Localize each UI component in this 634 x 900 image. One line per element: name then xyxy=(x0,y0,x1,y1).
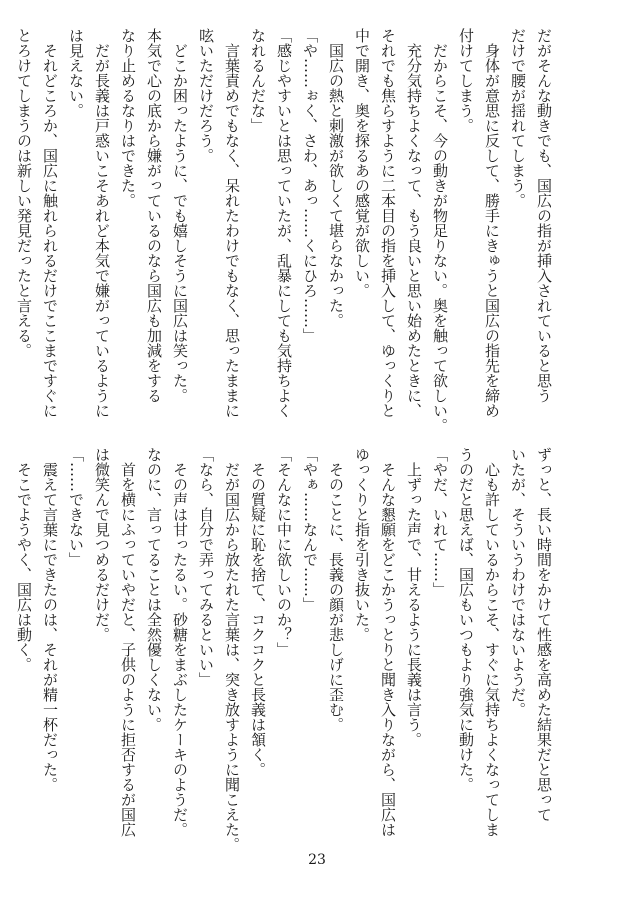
text-line: うのだと思えば、国広もいつもより強気に動けた。 xyxy=(457,447,475,792)
text-line: そんな懇願をどこかうっとりと聞き入りながら、国広は xyxy=(379,447,397,837)
text-line: 充分気持ちよくなって、もう良いと思い始めたときに、 xyxy=(405,28,423,418)
text-line: 「……できない」 xyxy=(67,447,85,567)
text-line: は見えない。 xyxy=(67,28,85,118)
text-line: それでも焦らすように二本目の指を挿入して、ゆっくりと xyxy=(379,28,397,418)
text-line: 言葉責めでもなく、呆れたわけでもなく、思ったままに xyxy=(223,28,241,418)
text-line: それどころか、国広に触れられるだけでここまですぐに xyxy=(41,28,59,418)
text-line: だけで腰が揺れてしまう。 xyxy=(509,28,527,208)
text-line: だが長義は戸惑いこそあれど本気で嫌がっているように xyxy=(93,28,111,418)
text-line: どこか困ったように、でも嬉しそうに国広は笑った。 xyxy=(171,28,189,403)
text-line: なのに、言ってることは全然優しくない。 xyxy=(145,447,163,732)
text-line: は微笑んで見つめるだけだ。 xyxy=(93,447,111,642)
text-line: 「や……ぉく、さわ、あっ……くにひろ……」 xyxy=(301,28,319,343)
text-line: そこでようやく、国広は動く。 xyxy=(15,447,33,672)
text-line: 「感じやすいとは思っていたが、乱暴にしても気持ちよく xyxy=(275,28,293,418)
lower-text-block xyxy=(11,447,557,852)
text-line: 中で開き、奥を探るあの感覚が欲しい。 xyxy=(353,28,371,298)
text-line: その声は甘ったるい。砂糖をまぶしたケーキのようだ。 xyxy=(171,447,189,837)
text-line: なれるんだな」 xyxy=(249,28,267,133)
text-line: 「なら、自分で弄ってみるといい」 xyxy=(197,447,215,687)
upper-text-block xyxy=(11,28,557,433)
text-line: 上ずった声で、甘えるように長義は言う。 xyxy=(405,447,423,747)
text-line: 「そんなに中に欲しいのか？」 xyxy=(275,447,293,657)
text-line: ずっと、長い時間をかけて性感を高めた結果だと思って xyxy=(535,447,553,822)
text-line: なり止めるなりはできた。 xyxy=(119,28,137,208)
text-line: 震えて言葉にできたのは、それが精一杯だった。 xyxy=(41,447,59,792)
text-line: 首を横にふっていやだと、子供のように拒否するが国広 xyxy=(119,447,137,837)
text-line: 身体が意思に反して、勝手にきゅうと国広の指先を締め xyxy=(483,28,501,418)
text-line: とろけてしまうのは新しい発見だったと言える。 xyxy=(15,28,33,358)
page-number: 23 xyxy=(308,852,326,868)
text-line: いたが、そういうわけではないようだ。 xyxy=(509,447,527,717)
text-line: 本気で心の底から嫌がっているのなら国広も加減をする xyxy=(145,28,163,403)
text-line: 心も許しているからこそ、すぐに気持ちよくなってしま xyxy=(483,447,501,837)
text-line: 付けてしまう。 xyxy=(457,28,475,133)
text-line: そのことに、長義の顔が悲しげに歪む。 xyxy=(327,447,345,732)
text-line: だからこそ、今の動きが物足りない。奥を触って欲しい。 xyxy=(431,28,449,433)
text-line: その質疑に恥を捨て、コクコクと長義は頷く。 xyxy=(249,447,267,777)
text-line: 「やぁ……なんで……」 xyxy=(301,447,319,612)
text-line: 国広の熱と刺激が欲しくて堪らなかった。 xyxy=(327,28,345,328)
text-line: ゆっくりと指を引き抜いた。 xyxy=(353,447,371,642)
text-line: だがそんな動きでも、国広の指が挿入されていると思う xyxy=(535,28,553,403)
text-line: だが国広から放たれた言葉は、突き放すように聞こえた。 xyxy=(223,447,241,852)
text-line: 呟いただけだろう。 xyxy=(197,28,215,163)
text-line: 「やだ、いれて……」 xyxy=(431,447,449,597)
